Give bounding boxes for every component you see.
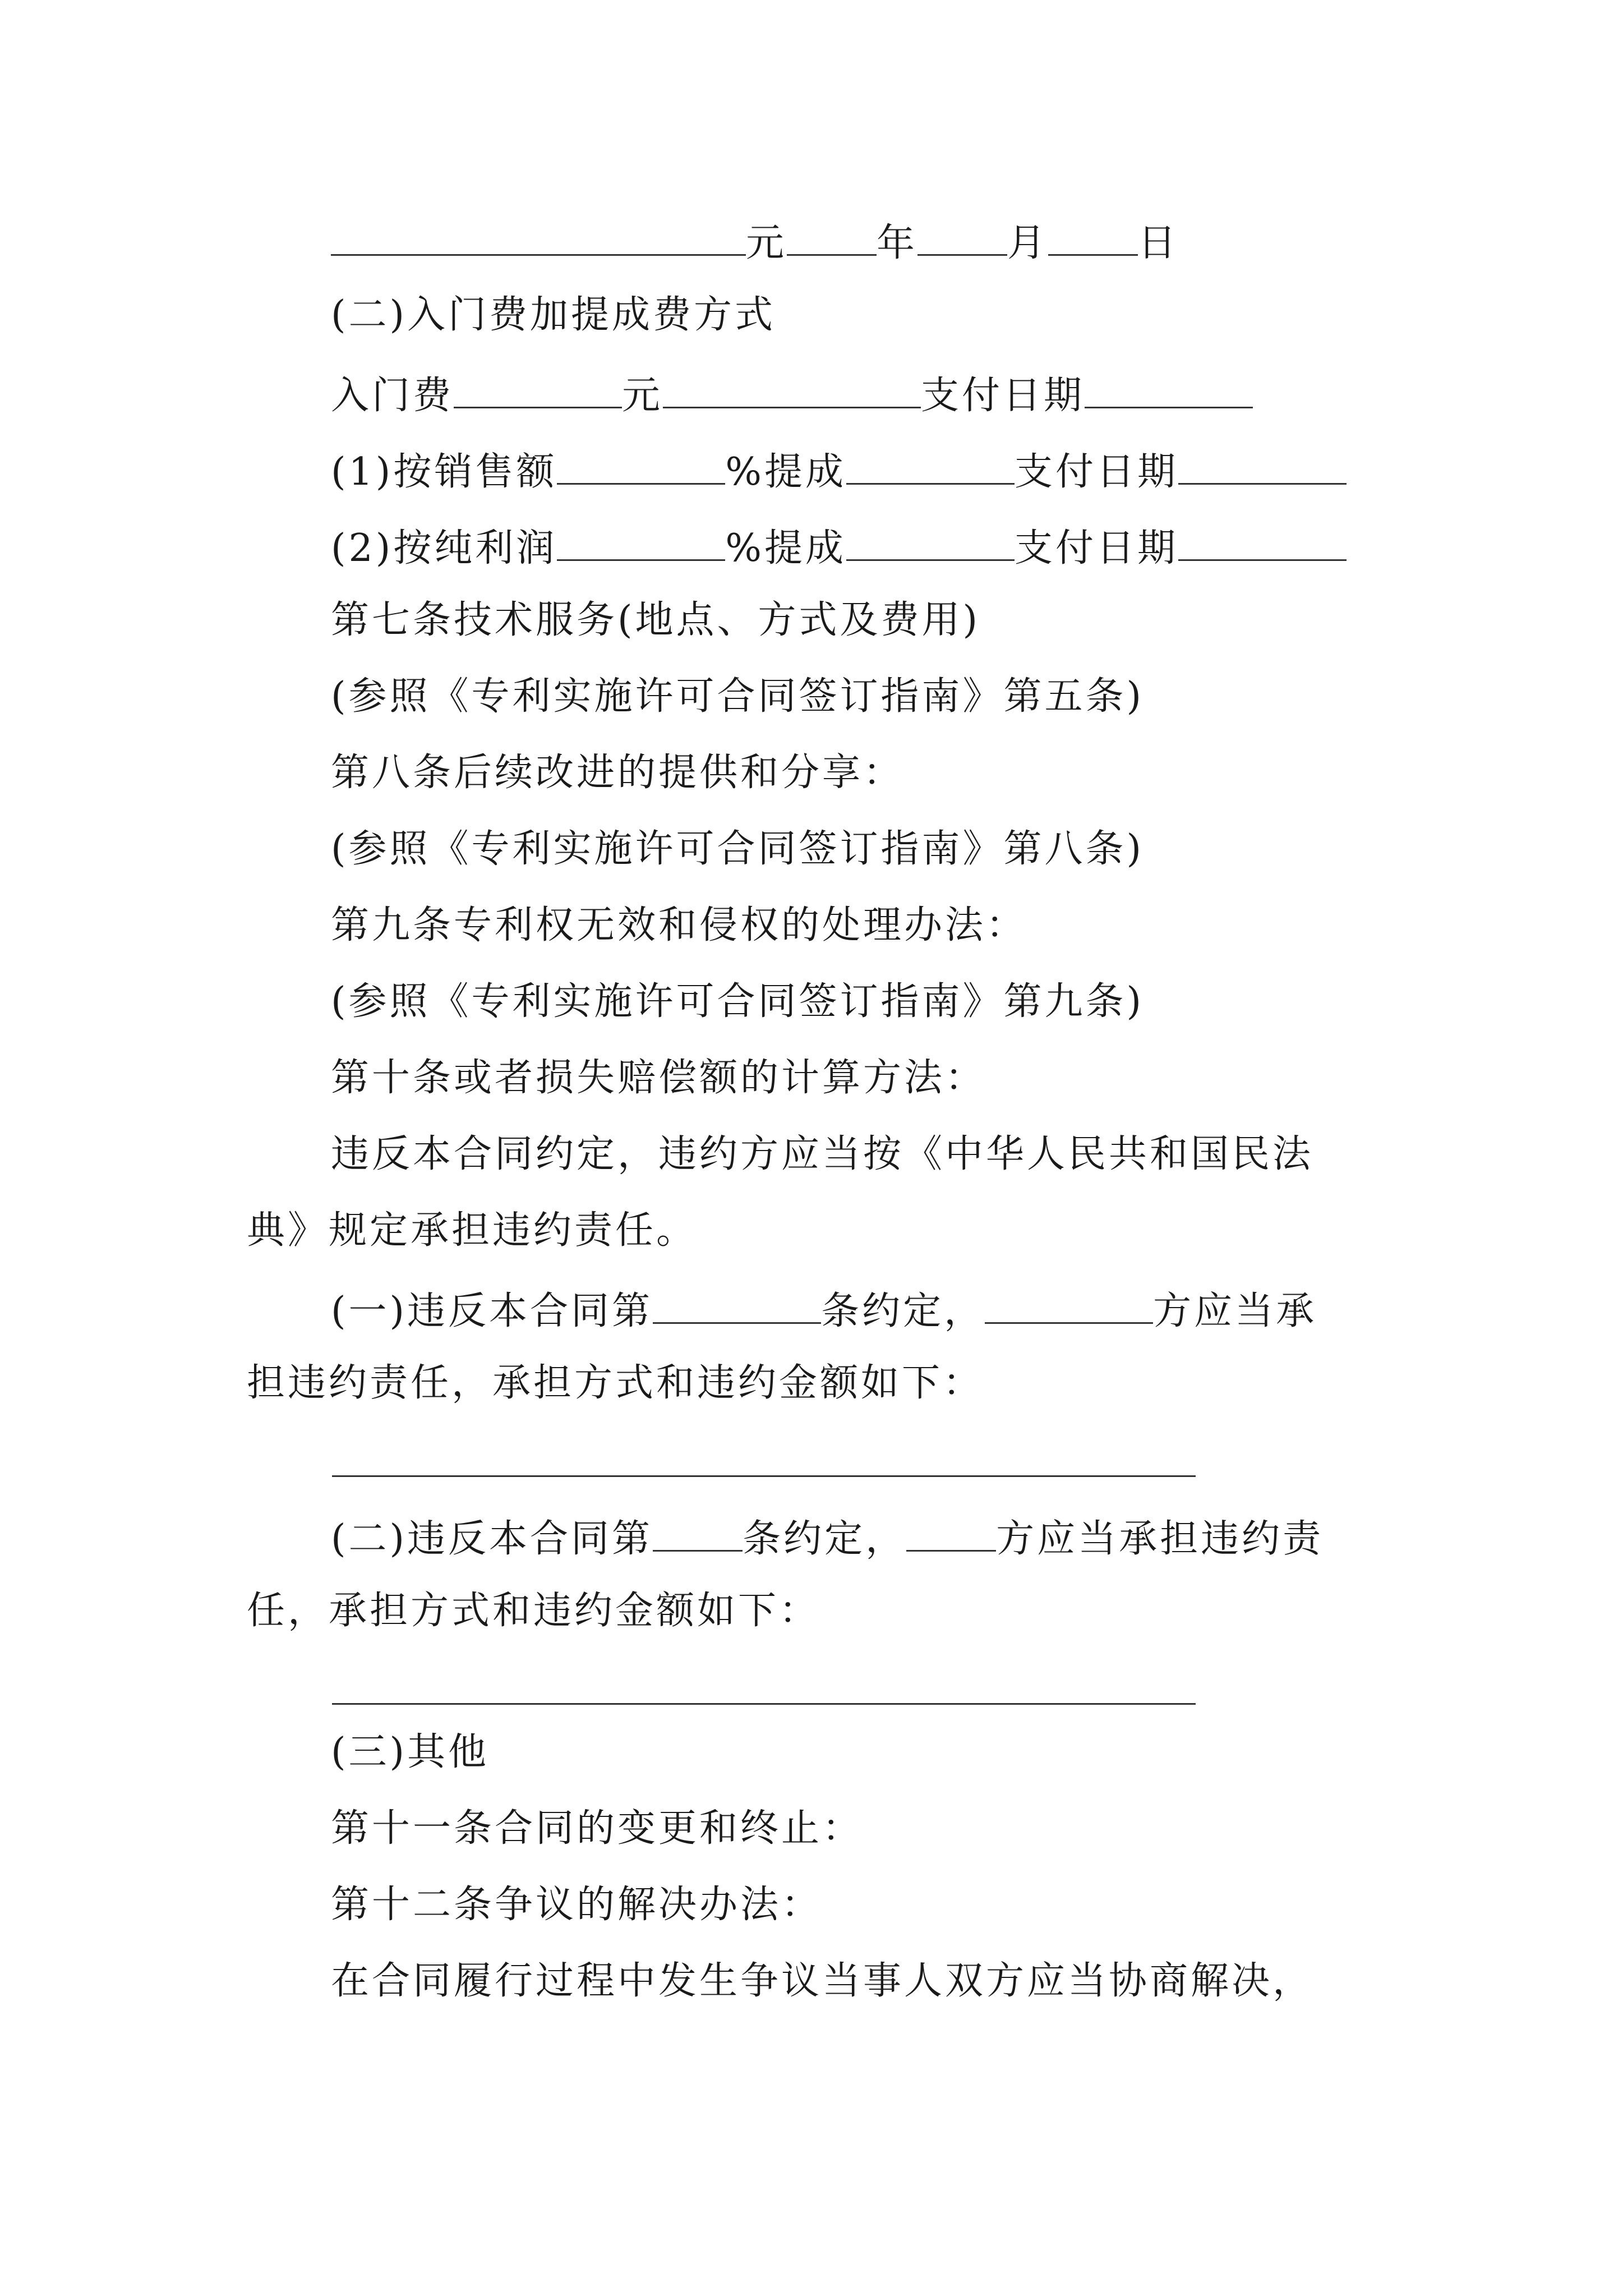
- date-line: [331, 220, 1179, 266]
- sales-commission-line: [331, 449, 1347, 495]
- party-blank: [906, 1516, 996, 1552]
- profit-percent-blank: [557, 525, 725, 561]
- clause-text: (一)违反本合同第: [331, 1289, 653, 1334]
- entry-fee-extra-blank: [663, 372, 921, 408]
- year-label: 年: [877, 221, 918, 266]
- reference-note: (参照《专利实施许可合同签订指南》第五条): [331, 674, 1145, 719]
- payment-date-label: 支付日期: [1014, 526, 1178, 571]
- profit-commission-line: [331, 525, 1347, 571]
- commission-blank: [846, 449, 1015, 485]
- amount-blank: [331, 220, 746, 256]
- entry-fee-label: 入门费: [331, 374, 454, 418]
- commission-blank: [846, 525, 1015, 561]
- payment-date-label: 支付日期: [921, 374, 1085, 418]
- payment-date-label: 支付日期: [1014, 450, 1178, 495]
- clause-text: 条约定，: [821, 1289, 985, 1334]
- other-heading: (三)其他: [331, 1730, 490, 1774]
- commission-label: %提成: [725, 526, 846, 571]
- sales-percent-blank: [557, 449, 725, 485]
- entry-fee-line: [331, 372, 1253, 418]
- article-11: 第十一条合同的变更和终止：: [331, 1806, 864, 1851]
- payment-date-blank: [1178, 449, 1347, 485]
- clause-text: 条约定，: [743, 1517, 907, 1562]
- article-9: 第九条专利权无效和侵权的处理办法：: [331, 903, 1027, 947]
- clause-text: (二)违反本合同第: [331, 1517, 653, 1562]
- payment-date-blank: [1085, 372, 1253, 408]
- party-blank: [985, 1288, 1153, 1324]
- day-blank: [1048, 220, 1138, 256]
- article-12: 第十二条争议的解决办法：: [331, 1883, 823, 1927]
- section-heading: (二)入门费加提成费方式: [331, 293, 776, 337]
- fill-in-rule: [332, 1703, 1196, 1705]
- commission-label: %提成: [725, 450, 846, 495]
- yuan-label: 元: [622, 374, 663, 418]
- fill-in-rule: [332, 1475, 1196, 1477]
- article-7: 第七条技术服务(地点、方式及费用): [331, 598, 981, 642]
- article-8: 第八条后续改进的提供和分享：: [331, 751, 905, 795]
- month-label: 月: [1007, 221, 1049, 266]
- paragraph-line: 典》规定承担违约责任。: [247, 1208, 698, 1253]
- article-10: 第十条或者损失赔偿额的计算方法：: [331, 1056, 986, 1100]
- breach-clause-2: [331, 1516, 1324, 1562]
- month-blank: [917, 220, 1007, 256]
- clause-text: 方应当承: [1153, 1289, 1317, 1334]
- clause-number-blank: [653, 1288, 821, 1324]
- paragraph-line: 任，承担方式和违约金额如下：: [247, 1589, 820, 1633]
- payment-date-blank: [1178, 525, 1347, 561]
- day-label: 日: [1138, 221, 1179, 266]
- reference-note: (参照《专利实施许可合同签订指南》第八条): [331, 827, 1145, 871]
- year-blank: [787, 220, 877, 256]
- entry-fee-blank: [454, 372, 622, 408]
- clause-number-blank: [653, 1516, 743, 1552]
- reference-note: (参照《专利实施许可合同签订指南》第九条): [331, 979, 1145, 1024]
- paragraph-line: 违反本合同约定，违约方应当按《中华人民共和国民法: [331, 1132, 1314, 1176]
- breach-clause-1: [331, 1288, 1317, 1334]
- sales-commission-label: (1)按销售额: [331, 450, 557, 495]
- paragraph-line: 在合同履行过程中发生争议当事人双方应当协商解决，: [331, 1959, 1314, 2003]
- yuan-label: 元: [746, 221, 787, 266]
- paragraph-line: 担违约责任，承担方式和违约金额如下：: [247, 1361, 984, 1405]
- profit-commission-label: (2)按纯利润: [331, 526, 557, 571]
- clause-text: 方应当承担违约责: [996, 1517, 1324, 1562]
